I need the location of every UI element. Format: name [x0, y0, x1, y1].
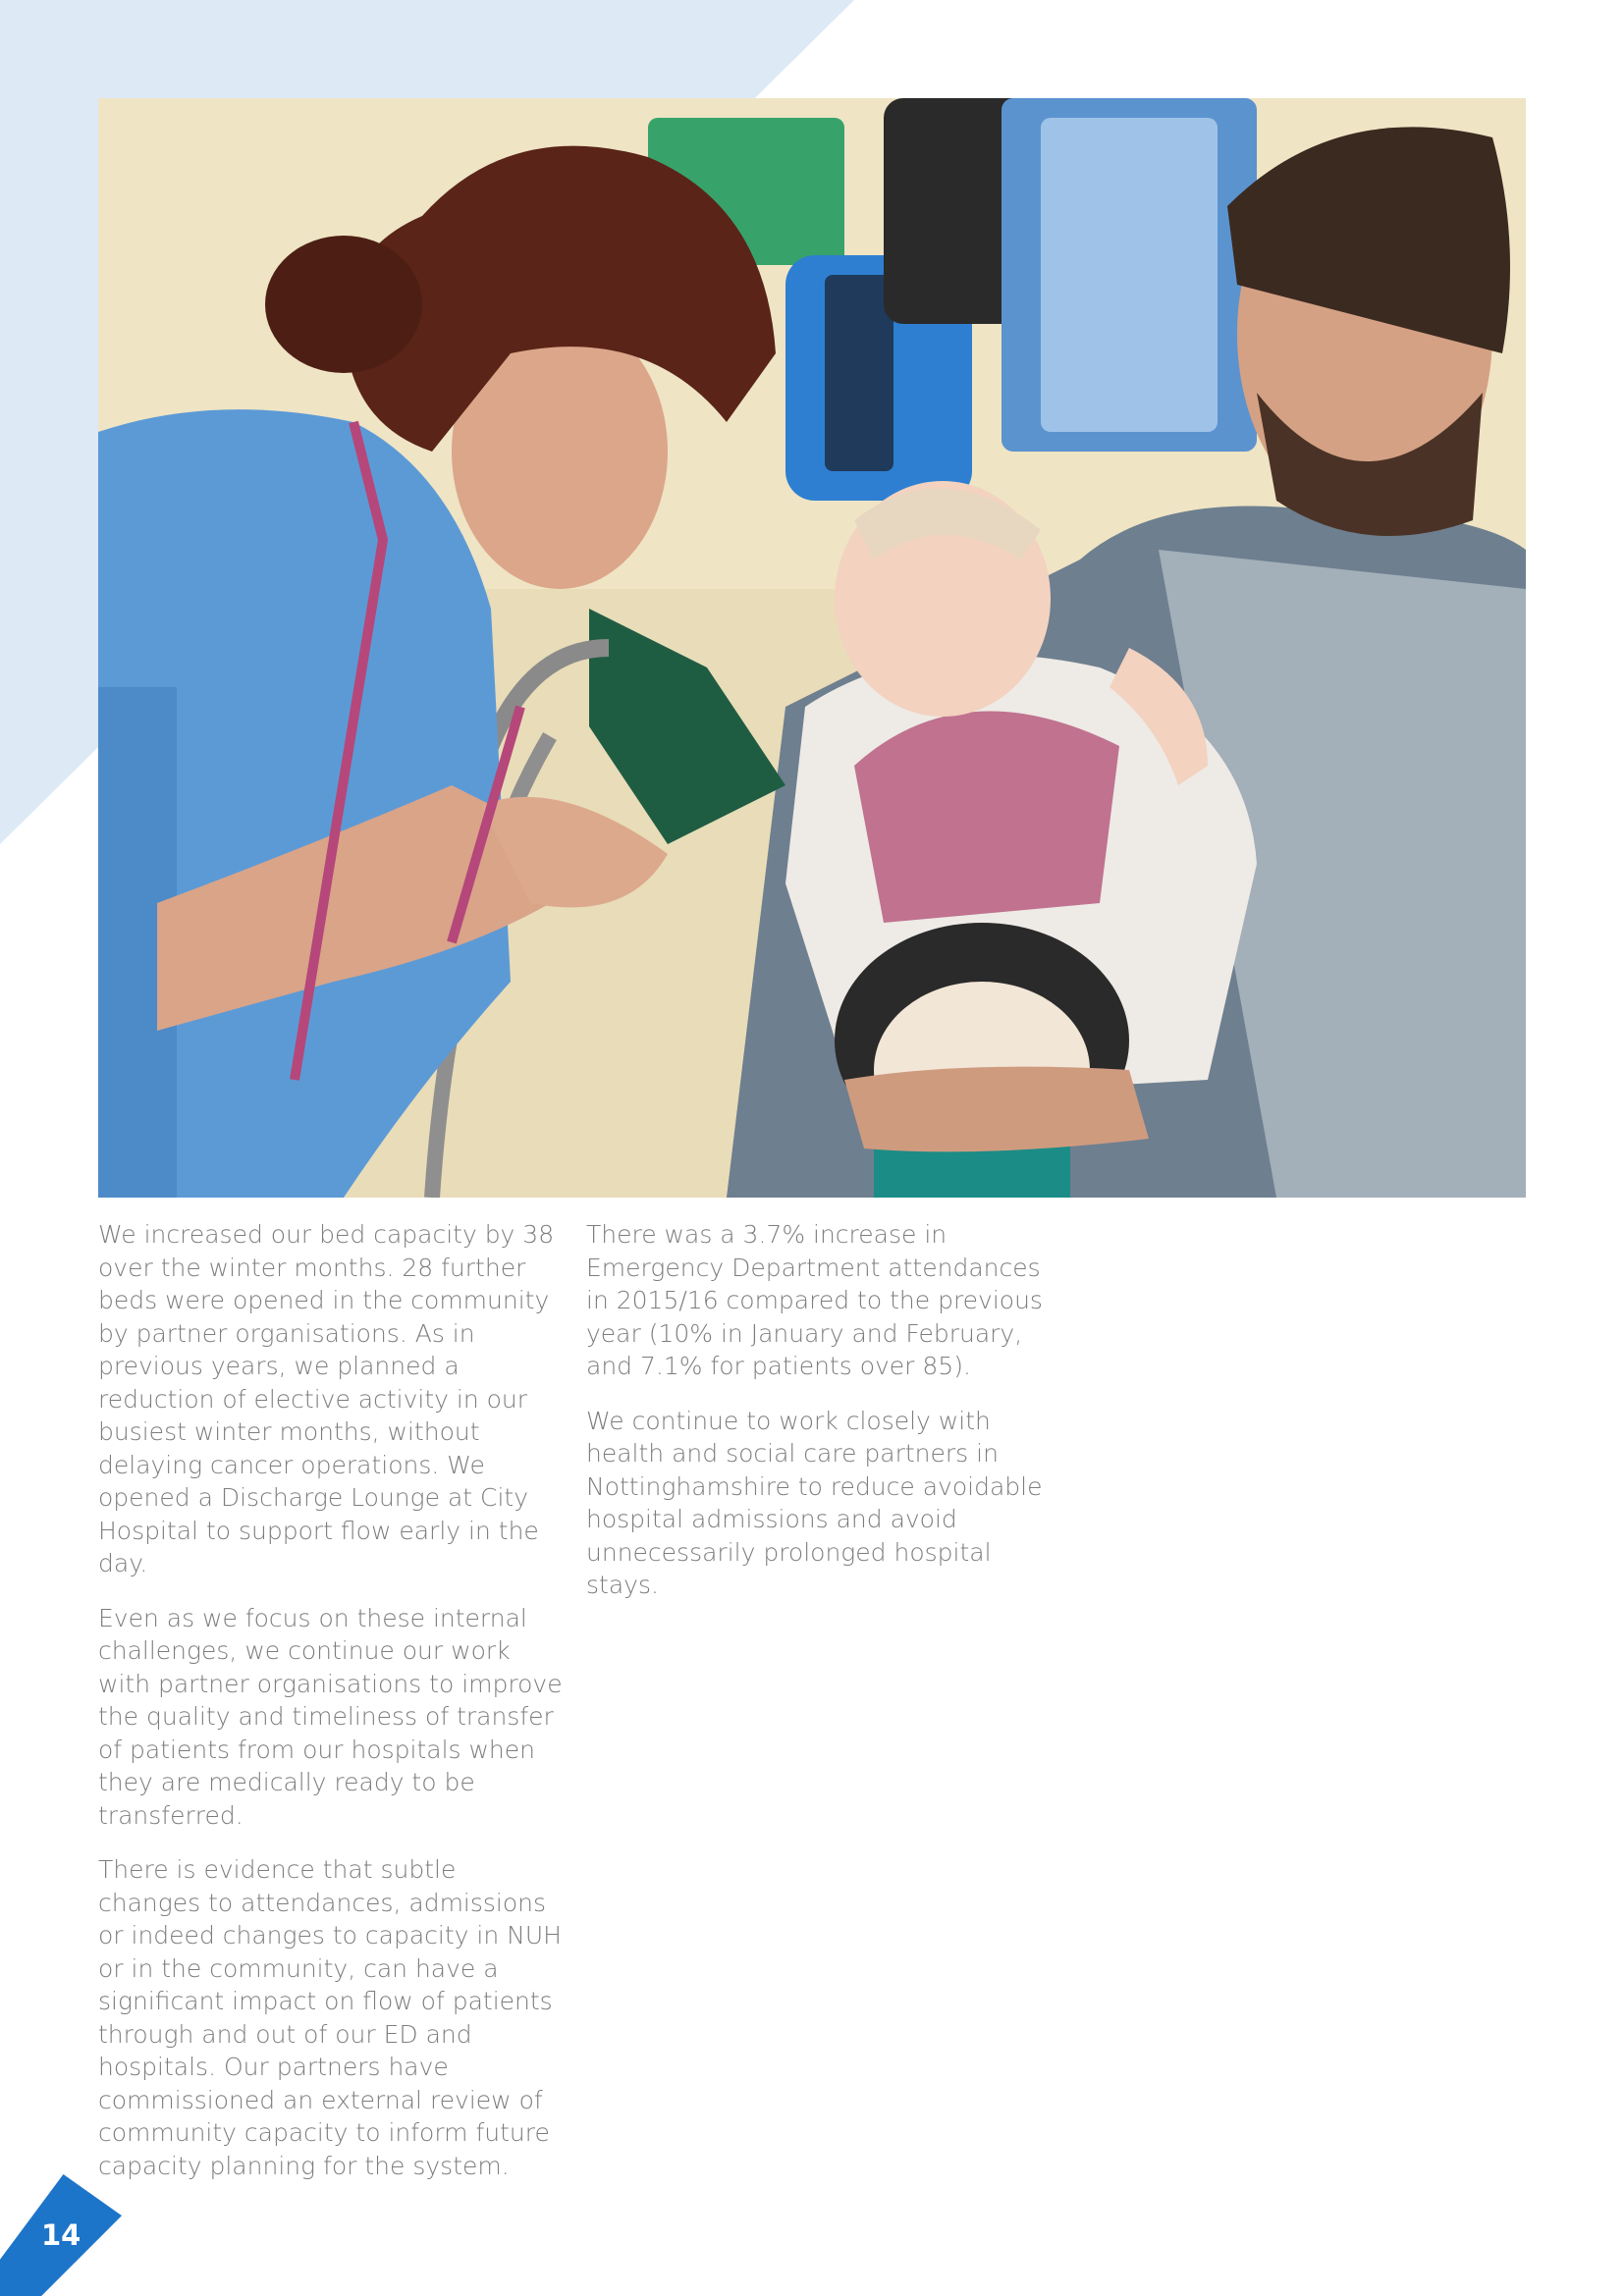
text-column-right	[586, 1218, 1057, 1624]
page-number: 14	[41, 2218, 81, 2252]
paragraph: There is evidence that subtle changes to attendances, admissions or indeed changes to capacity in NUH or in the community, can have a significant impact on flow of patients through and out of our ED and hospitals. Our partners have commissioned an external review of community capacity to inform future capacity planning for the system.	[98, 1855, 562, 2180]
photo-nurse-baby-father-icon	[98, 98, 1526, 1198]
paragraph: There was a 3.7% increase in Emergency Department attendances in 2015/16 compared to the previous year (10% in January and February, and 7.1% for patients over 85).	[586, 1220, 1043, 1380]
photo	[98, 98, 1526, 1198]
paragraph: We continue to work closely with health and social care partners in Nottinghamshire to reduce avoidable hospital admissions and avoid unnecessarily prolonged hospital stays.	[586, 1406, 1043, 1599]
text-column-left	[98, 1218, 565, 2204]
paragraph: We increased our bed capacity by 38 over the winter months. 28 further beds were opened in the community by partner organisations. As in previous years, we planned a reduction of elective activity in our busiest winter months, without delaying cancer operations. We opened a Discharge Lounge at City Hospital to support flow early in the day.	[98, 1220, 555, 1577]
paragraph: Even as we focus on these internal challenges, we continue our work with partner organisations to improve the quality and timeliness of transfer of patients from our hospitals when they are medically ready to be transferred.	[98, 1603, 563, 1830]
